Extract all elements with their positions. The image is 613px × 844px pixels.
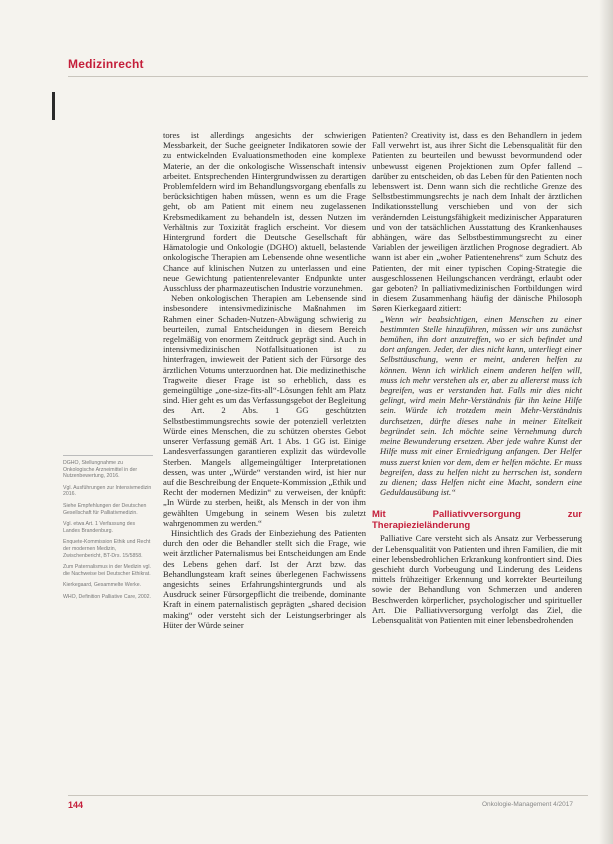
page-edge-shadow [599, 0, 613, 844]
paragraph: tores ist allerdings angesichts der schwierigen Messbarkeit, der Suche geeigneter Indikatoren sowie der zu entwickelnden Evaluationsmethoden eine komplexe Materie, an der die onkologische Wissenschaft intensiv arbeitet. Entsprechenden Hintergrundwissen zu derartigen Problemfeldern wird im Behandlungsvorgang ebenfalls zu berücksichtigen haben müssen, wenn es um die Frage geht, ob am Patient mit einem neu zugelassenen Krebsmedikament zu behandeln ist, dessen Nutzen im Verhältnis zur Toxizität fraglich erscheint. Vor diesem Hintergrund fordert die Deutsche Gesellschaft für Hämatologie und Onkologie (DGHO) aktuell, belastende onkologische Therapien am Lebensende ohne wesentliche Chance auf klinischen Nutzen zu unterlassen und eine neue Gewichtung patientenrelevanter Endpunkte unter Ausschluss der pharmazeutischen Industrie vorzunehmen. [163, 130, 366, 294]
block-quote: „Wenn wir beabsichtigen, einen Menschen zu einer bestimmten Stelle hinzuführen, müssen wir uns zunächst bemühen, ihn dort anzutreffen, wo er sich befindet und dort anfangen. Jeder, der dies nicht kann, unterliegt einer Selbsttäuschung, wenn er meint, anderen helfen zu können. Wenn ich wirklich einem anderen helfen will, muss ich mehr verstehen als er, aber zu allererst muss ich begreifen, was er verstanden hat. Falls mir dies nicht gelingt, wird mein Mehr-Verständnis für ihn keine Hilfe sein. Würde ich trotzdem mein Mehr-Verständnis durchsetzen, dürfte dieses nahe in meiner Eitelkeit begründet sein. Ich möchte seine Vernehmung durch meine Bewunderung ersetzen. Aber jede wahre Kunst der Hilfe muss mit einer Erniedrigung anfangen. Der Helfer muss zuerst knien vor dem, dem er helfen möchte. Er muss begreifen, dass zu helfen nicht zu herrschen ist, sondern zu dienen; dass Helfen nicht eine Macht, sondern eine Geduldausübung ist.“ [380, 313, 582, 498]
paragraph: Palliative Care versteht sich als Ansatz zur Verbesserung der Lebensqualität von Patienten und ihren Familien, die mit einer lebensbedrohlichen Erkrankung konfrontiert sind. Dies geschieht durch Vorbeugung und Linderung des Leidens mittels frühzeitiger Erkennung und korrekter Beurteilung sowie der Behandlung von Schmerzen und anderen Beschwerden körperlicher, psychologischer und spiritueller Art. Die Palliativversorgung verfolgt das Ziel, die Lebensqualität von Patienten mit einer lebensbedrohenden [372, 533, 582, 625]
paragraph: Patienten? Creativity ist, dass es den Behandlern in jedem Fall verwehrt ist, aus ihrer Sicht die Lebensqualität für den Patienten zu beurteilen und bewusst bevormundend oder unbewusst eigenen Projektionen zum Opfer fallend – darüber zu entscheiden, ob das Leben für den Patienten noch lebenswert ist. Denn wann sich die rechtliche Grenze des Selbstbestimmungsrechts je nach dem Inhalt der ärztlichen Indikationsstellung verschieben und von der sich verändernden Leistungsfähigkeit medizinischer Apparaturen und von der tatsächlichen Ausstattung des Krankenhauses abhängen, wäre das Selbstbestimmungsrecht zu einer Variablen der jeweiligen ärztlichen Prognose degradiert. Ab wann ist aber ein „woher Patientenehrens“ zum Schutz des Patienten, der mit einer typischen Coping-Strategie die ausgeschlossenen Heilungschancen verdrängt, erlaubt oder gar geboten? In palliativmedizinischen Fortbildungen wird in diesem Zusammenhang häufig der dänische Philosoph Søren Kierkegaard zitiert: [372, 130, 582, 314]
footnote: Enquete-Kommission Ethik und Recht der modernen Medizin, Zwischenbericht, BT-Drs. 15/5858. [63, 539, 151, 559]
footnote: DGHO, Stellungnahme zu Onkologische Arzneimittel in der Nutzenbewertung, 2016. [63, 460, 138, 480]
footer-rule [68, 795, 588, 796]
subheading: Mit Palliativversorgung zur Therapiezieländerung [372, 509, 582, 532]
middle-column [163, 130, 366, 630]
right-column [372, 130, 582, 625]
running-foot: Onkologie-Management 4/2017 [481, 801, 573, 808]
section-rule [68, 76, 588, 77]
footnotes [63, 460, 153, 606]
margin-bar [52, 92, 55, 120]
footnote: WHO, Definition Palliative Care, 2002. [63, 593, 151, 600]
footnote: Siehe Empfehlungen der Deutschen Gesellschaft für Palliativmedizin. [63, 502, 147, 516]
paragraph: Hinsichtlich des Grads der Einbeziehung des Patienten durch den oder die Behandler stellt sich die Frage, wie weit ärztlicher Paternalismus bei Entscheidungen am Ende des Lebens gehen darf. Ist der Arzt bzw. das Behandlungsteam kraft seines überlegenen Fachwissens angesichts seines Erfahrungshintergrunds und als Ausdruck seiner Fürsorgepflicht die treibende, dominante Kraft in einem paternalistisch geprägten „shared decision making“ oder versteht sich der Leistungserbringer als Hüter der Würde seiner [163, 527, 366, 630]
page-number: 144 [68, 800, 84, 810]
footnote: Kierkegaard, Gesammelte Werke. [63, 582, 142, 589]
footnote-rule [63, 455, 153, 456]
footnote: Vgl. Ausführungen zur Intensivmedizin 2016. [63, 484, 152, 498]
paragraph: Neben onkologischen Therapien am Lebensende sind insbesondere intensivmedizinische Maßnahmen im Rahmen einer Schaden-Nutzen-Abwägung schwierig zu beurteilen, zumal Entscheidungen in diesem Bereich regelmäßig von enormem Zeitdruck geprägt sind. Auch in intensivmedizinischen Notfallsituationen ist zu hinterfragen, inwieweit der Patient sich der Fürsorge des ärztlichen Votums unterzuordnen hat. Die medizinethische Tragweite dieser Frage ist so erheblich, dass es gemeingültige „one-size-fits-all“-Lösungen fehlt am Platz sind. Hier geht es um das Verfassungsgebot der Begleitung des Art. 2 Abs. 1 GG geschützten Selbstbestimmungsrechts sowie der potenziell verletzten Würde eines Menschen, die zu schützen oberstes Gebot unserer Verfassung gemäß Art. 1 Abs. 1 GG ist. Einige Landesverfassungen garantieren explizit das würdevolle Sterben. Mangels allgemeingültiger Interpretationen dessen, was unter „Würde“ verstanden wird, ist hier nur auf die Beschreibung der Enquete-Kommission „Ethik und Recht der modernen Medizin“ zu verweisen, der knüpft: „In Würde zu sterben, heißt, als Mensch in der von ihm gewählten Umgebung in seinem Wesen bis zuletzt wahrgenommen zu werden.“ [163, 293, 366, 528]
footnote: Zum Paternalismus in der Medizin vgl. die Nachweise bei Deutscher Ethikrat. [63, 564, 151, 577]
footnote: Vgl. etwa Art. 1 Verfassung des Landes Brandenburg. [63, 521, 136, 534]
section-label: Medizinrecht [68, 57, 144, 71]
